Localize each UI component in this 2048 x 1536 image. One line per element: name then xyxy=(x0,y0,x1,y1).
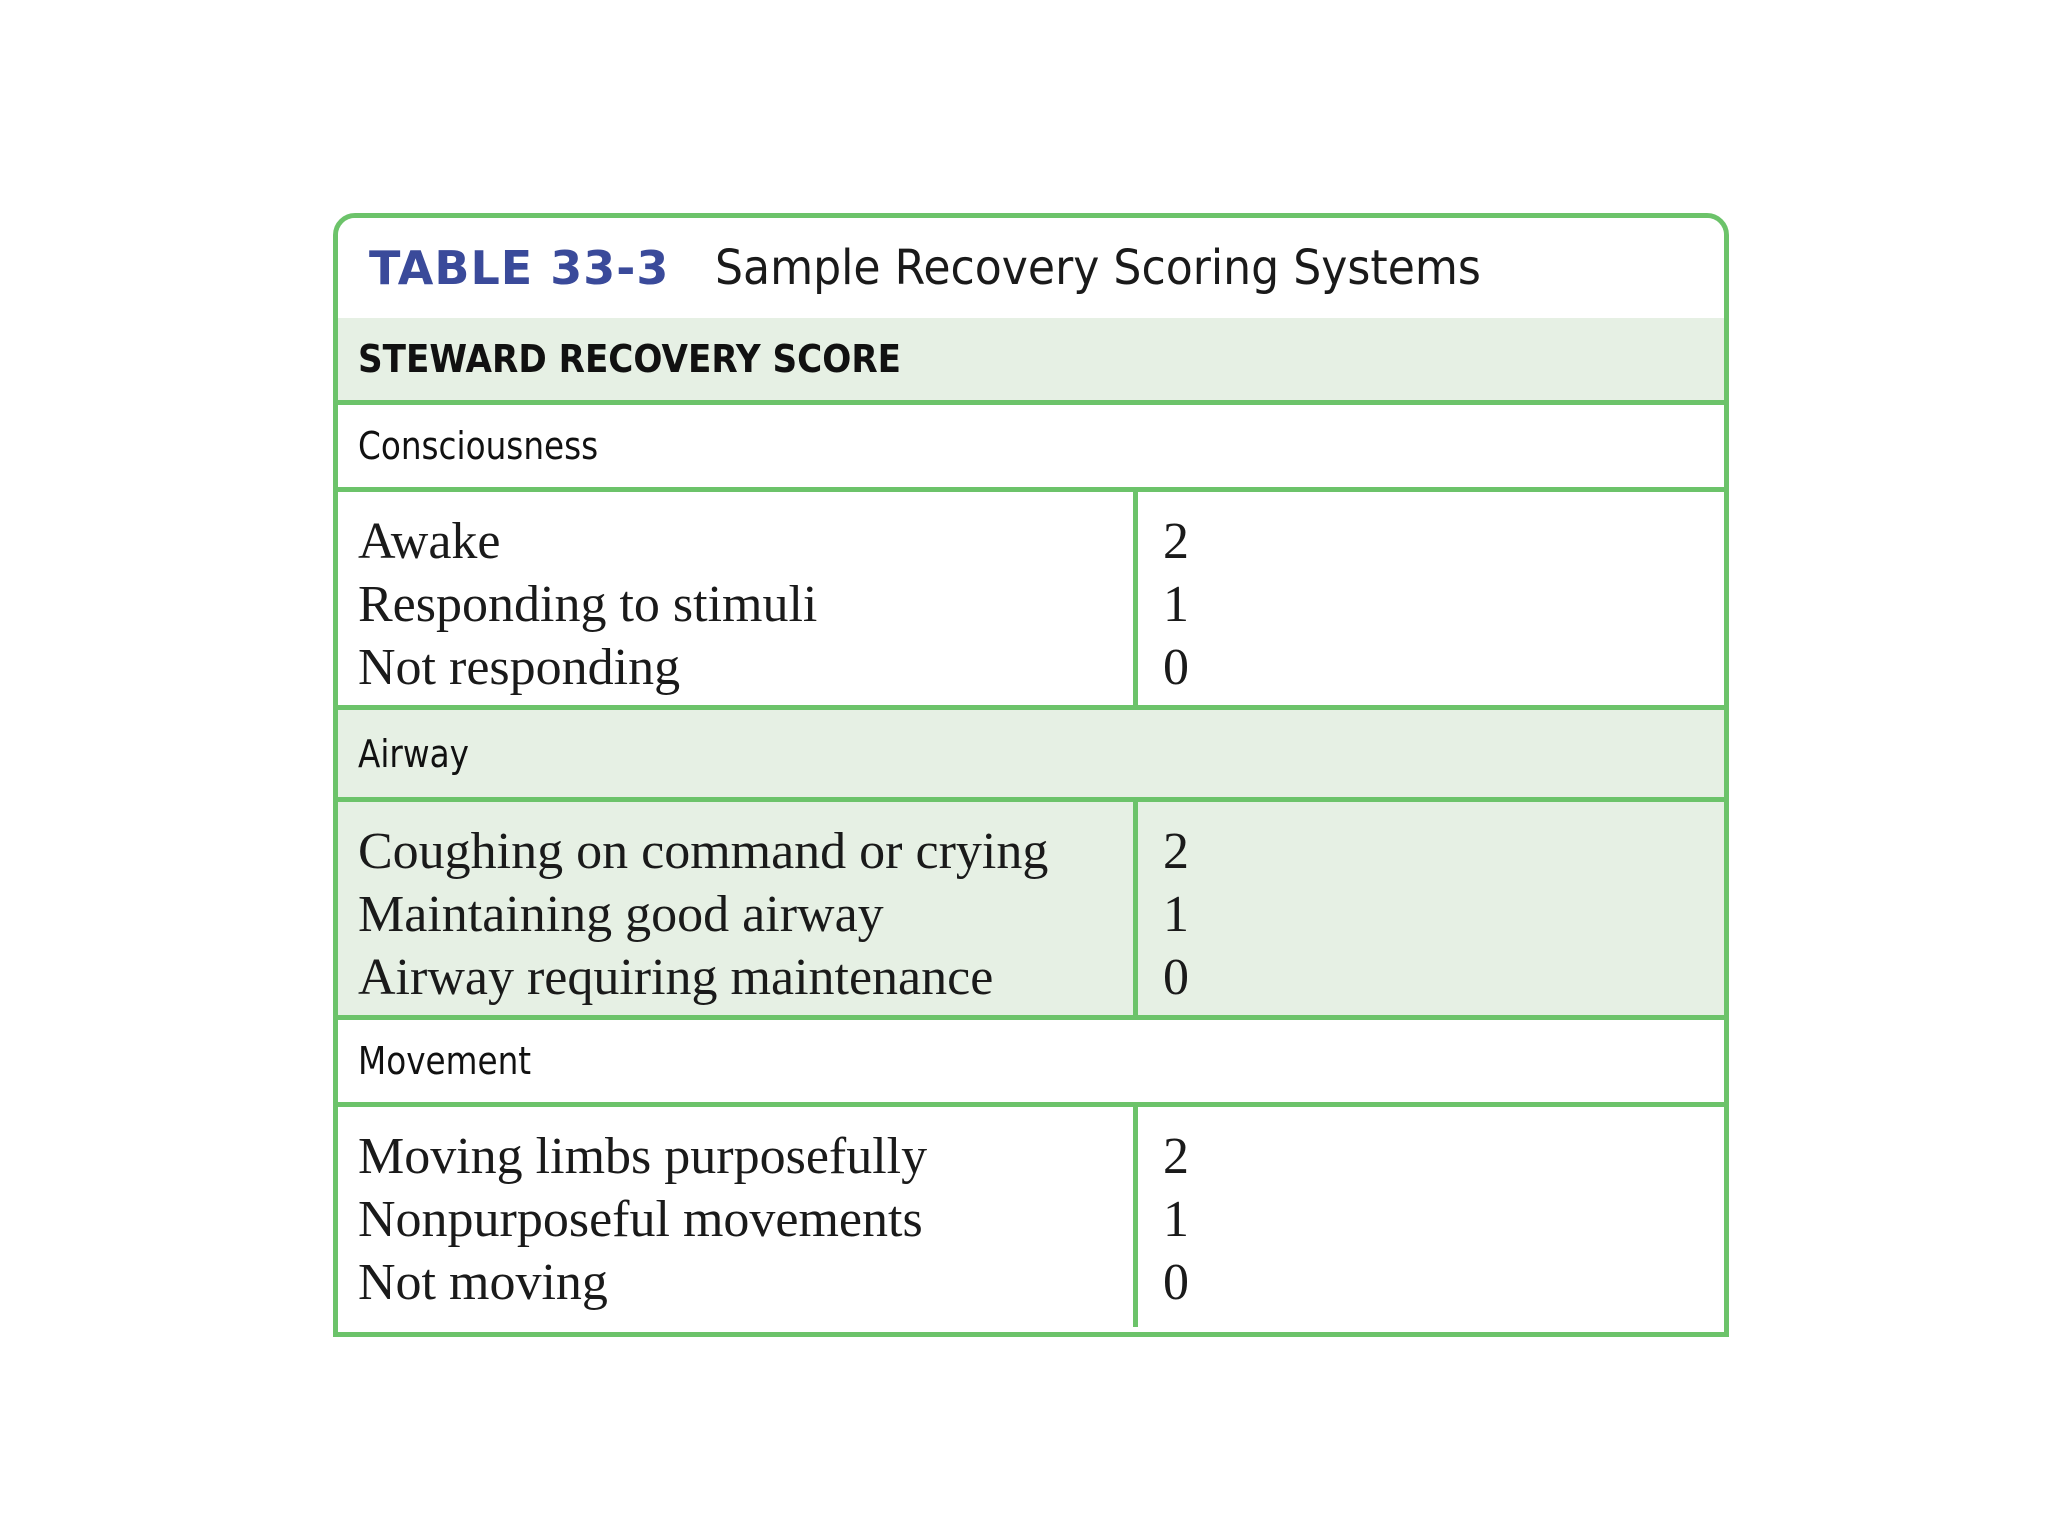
table-number: TABLE 33-3 xyxy=(369,241,670,295)
criteria-column xyxy=(338,492,1138,705)
section-name: Airway xyxy=(358,731,469,776)
section-rows-airway xyxy=(338,802,1724,1020)
criterion-score: 0 xyxy=(1163,949,1189,1006)
criterion-label: Moving limbs purposefully xyxy=(358,1128,928,1185)
criterion-label: Nonpurposeful movements xyxy=(358,1191,923,1248)
criterion-label: Responding to stimuli xyxy=(358,576,818,633)
section-header-airway xyxy=(338,710,1724,802)
section-header-consciousness xyxy=(338,405,1724,492)
criteria-column xyxy=(338,802,1138,1015)
criterion-label: Coughing on command or crying xyxy=(358,823,1049,880)
criterion-label: Airway requiring maintenance xyxy=(358,949,994,1006)
score-column xyxy=(1138,492,1724,705)
table-title-bar xyxy=(338,218,1724,318)
criteria-column xyxy=(338,1107,1138,1327)
recovery-score-table xyxy=(333,213,1729,1337)
score-system-header xyxy=(338,318,1724,405)
section-name: Consciousness xyxy=(358,424,599,468)
criterion-score: 1 xyxy=(1163,886,1189,943)
criterion-score: 1 xyxy=(1163,576,1189,633)
table-title: Sample Recovery Scoring Systems xyxy=(715,240,1482,296)
criterion-label: Not moving xyxy=(358,1254,608,1311)
criterion-score: 2 xyxy=(1163,823,1189,880)
criterion-score: 0 xyxy=(1163,1254,1189,1311)
section-rows-movement xyxy=(338,1107,1724,1327)
section-rows-consciousness xyxy=(338,492,1724,710)
criterion-score: 0 xyxy=(1163,639,1189,696)
section-header-movement xyxy=(338,1020,1724,1107)
score-system-name: STEWARD RECOVERY SCORE xyxy=(358,337,902,381)
criterion-score: 2 xyxy=(1163,513,1189,570)
criterion-label: Awake xyxy=(358,513,501,570)
criterion-score: 2 xyxy=(1163,1128,1189,1185)
criterion-label: Not responding xyxy=(358,639,681,696)
criterion-score: 1 xyxy=(1163,1191,1189,1248)
score-column xyxy=(1138,802,1724,1015)
section-name: Movement xyxy=(358,1039,532,1083)
criterion-label: Maintaining good airway xyxy=(358,886,884,943)
score-column xyxy=(1138,1107,1724,1327)
